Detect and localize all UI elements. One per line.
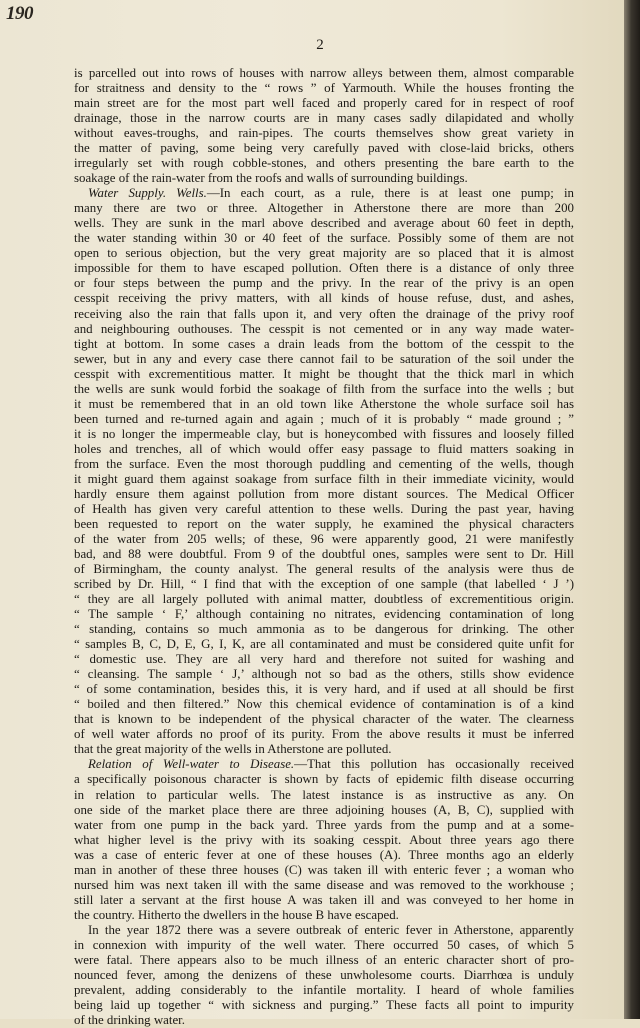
text-line <box>74 231 574 246</box>
folio-number: 190 <box>6 3 33 24</box>
text-line <box>74 833 574 848</box>
text-line <box>74 186 574 201</box>
line-text: “ The sample ‘ F,’ although containing no nitrates, evidencing contamination of long <box>74 607 574 622</box>
text-line <box>74 938 574 953</box>
line-text: it is no longer the impermeable clay, but is honeycombed with fissures and loosely filled <box>74 426 574 441</box>
line-text: been requested to report on the water supply, he examined the physical characters <box>74 516 574 531</box>
text-line <box>74 201 574 216</box>
text-line <box>74 968 574 983</box>
line-text: in connexion with impurity of the well water. There occurred 50 cases, of which 5 <box>74 937 574 952</box>
section-heading: Water Supply. Wells. <box>88 186 207 201</box>
line-text: without eaves-troughs, and rain-pipes. The courts themselves show great variety in <box>74 126 574 141</box>
line-text: drainage, those in the narrow courts are in many cases sadly dilapidated and wholly <box>74 111 574 126</box>
text-line <box>74 352 574 367</box>
line-text: man in another of these three houses (C) was taken ill with enteric fever ; a woman who <box>74 862 574 877</box>
text-line <box>74 547 574 562</box>
binding-edge <box>624 0 640 1019</box>
line-text: receiving also the rain that falls upon it, and very often the drainage of the privy roof <box>74 306 574 321</box>
line-text: that is known to be independent of the physical character of the water. The clearness <box>74 712 574 727</box>
text-line <box>74 427 574 442</box>
line-text: and neighbouring outhouses. The cesspit is not cemented or in any way made water- <box>74 321 574 336</box>
line-text: “ they are all largely polluted with animal matter, doubtless of excrementitious origin. <box>74 592 574 607</box>
line-text: wells. They are sunk in the marl above described and average about 60 feet in depth, <box>74 216 574 231</box>
text-line <box>74 818 574 833</box>
line-text: the water standing within 30 or 40 feet of the surface. Possibly some of them are not <box>74 231 574 246</box>
line-text: of Birmingham, the county analyst. The general results of the analysis were thus de <box>74 562 574 577</box>
text-line <box>74 141 574 156</box>
text-line <box>74 697 574 712</box>
text-line <box>74 893 574 908</box>
line-text: scribed by Dr. Hill, “ I find that with the exception of one sample (that labelled ‘ J ’) <box>74 577 574 592</box>
text-line <box>74 803 574 818</box>
text-line <box>74 908 574 923</box>
text-line <box>74 517 574 532</box>
text-line <box>74 397 574 412</box>
line-text: cesspit with excrementitious matter. It might be thought that the thick marl in which <box>74 366 574 381</box>
text-line <box>74 472 574 487</box>
line-text: cesspit receiving the privy matters, with all kinds of house refuse, dust, and ashes, <box>74 291 574 306</box>
text-line <box>74 863 574 878</box>
line-text: impossible for them to have escaped pollution. Often there is a distance of only three <box>74 261 574 276</box>
text-line <box>74 276 574 291</box>
line-text: being laid up together “ with sickness and purging.” These facts all point to impurity <box>74 997 574 1012</box>
line-text: it must be remembered that in an old town like Atherstone the whole surface soil has <box>74 396 574 411</box>
text-line <box>74 998 574 1013</box>
text-line <box>74 607 574 622</box>
text-line <box>74 727 574 742</box>
text-line <box>74 637 574 652</box>
text-line <box>74 171 574 186</box>
line-text: many there are two or three. Altogether in Atherstone there are more than 200 <box>74 201 574 216</box>
line-text: “ cleansing. The sample ‘ J,’ although not so bad as the others, stills show evidence <box>74 667 574 682</box>
line-text: for straitness and density to the “ rows ” of Yarmouth. While the houses fronting the <box>74 81 574 96</box>
line-text: nounced fever, among the denizens of these unwholesome courts. Diarrhœa is unduly <box>74 967 574 982</box>
line-text: irregularly set with rough cobble-stones, and others presenting the bare earth to the <box>74 156 574 171</box>
text-line <box>74 757 574 772</box>
text-line <box>74 126 574 141</box>
line-text: the country. Hitherto the dwellers in the house B have escaped. <box>74 907 399 922</box>
line-text: the matter of paving, some being very carefully paved with close-laid bricks, others <box>74 141 574 156</box>
text-line <box>74 246 574 261</box>
text-line <box>74 788 574 803</box>
line-text: prevalent, adding considerably to the infantile mortality. I heard of whole families <box>74 982 574 997</box>
line-text: open to serious objection, but the very great majority are so placed that it is almost <box>74 246 574 261</box>
line-text: still later a servant at the first house A was taken ill and was conveyed to her home in <box>74 892 574 907</box>
line-text: of the drinking water. <box>74 1012 185 1027</box>
text-line <box>74 577 574 592</box>
line-text: it might guard them against soakage from surface filth in their immediate vicinity, would <box>74 471 574 486</box>
line-text: one side of the market place there are three adjoining houses (A, B, C), supplied with <box>74 802 574 817</box>
line-text: “ samples B, C, D, E, G, I, K, are all contaminated and must be considered quite unfit for <box>74 637 574 652</box>
line-text: a specifically poisonous character is shown by facts of epidemic filth disease occurring <box>74 772 574 787</box>
text-line <box>74 742 574 757</box>
line-text: been turned and re-turned again and again ; much of it is probably “ made ground ; ” <box>74 411 574 426</box>
line-text: “ of some contamination, besides this, it is very hard, and if used at all should be first <box>74 682 574 697</box>
line-text: “ domestic use. They are all very hard and therefore not suited for washing and <box>74 652 574 667</box>
text-line <box>74 96 574 111</box>
line-text: or four steps between the pump and the privy. In the rear of the privy is an open <box>74 276 574 291</box>
line-text: main street are for the most part well faced and properly cared for in respect of roof <box>74 96 574 111</box>
line-text: soakage of the rain-water from the roofs and walls of surrounding buildings. <box>74 171 468 186</box>
text-line <box>74 532 574 547</box>
text-line <box>74 261 574 276</box>
line-text: tight at bottom. In some cases a drain leads from the bottom of the cesspit to the <box>74 336 574 351</box>
text-line <box>74 111 574 126</box>
text-line <box>74 667 574 682</box>
text-line <box>74 712 574 727</box>
line-text: in relation to particular wells. The latest instance is as instructive as any. On <box>74 787 574 802</box>
page-number: 2 <box>316 37 324 53</box>
text-line <box>74 337 574 352</box>
line-text: were fatal. There appears also to be much illness of an enteric character short of pro- <box>74 952 574 967</box>
text-line <box>74 412 574 427</box>
line-text: “ standing, contains so much ammonia as to be dangerous for drinking. The other <box>74 622 574 637</box>
text-line <box>74 622 574 637</box>
text-line <box>74 307 574 322</box>
line-text: sewer, but in any and every case there cannot fail to be saturation of the soil under the <box>74 351 574 366</box>
text-line <box>74 772 574 787</box>
text-line <box>74 81 574 96</box>
line-text: In the year 1872 there was a severe outbreak of enteric fever in Atherstone, apparently <box>88 922 574 937</box>
text-line <box>74 156 574 171</box>
line-text: is parcelled out into rows of houses with narrow alleys between them, almost comparable <box>74 66 574 80</box>
text-line <box>74 367 574 382</box>
text-line <box>74 66 574 81</box>
text-line <box>74 442 574 457</box>
text-line <box>74 923 574 938</box>
text-line <box>74 322 574 337</box>
text-line <box>74 848 574 863</box>
text-line <box>74 878 574 893</box>
line-text: from the surface. Even the most thorough puddling and cementing of the wells, though <box>74 456 574 471</box>
line-text: holes and trenches, all of which would offer easy passage to fluid matters soaking in <box>74 441 574 456</box>
text-line <box>74 953 574 968</box>
line-text: was a case of enteric fever at one of these houses (A). Three months ago an elderly <box>74 847 574 862</box>
line-text: the wells are sunk would forbid the soakage of filth from the surface into the wells ; but <box>74 381 574 396</box>
text-line <box>74 382 574 397</box>
section-heading: Relation of Well-water to Disease. <box>88 757 295 772</box>
text-line <box>74 682 574 697</box>
body-text <box>74 66 574 1028</box>
text-line <box>74 592 574 607</box>
text-line <box>74 502 574 517</box>
line-text: nursed him was next taken ill with the same disease and was removed to the workhouse ; <box>74 877 574 892</box>
line-text: of Health has given very careful attention to these wells. During the past year, having <box>74 501 574 516</box>
text-line <box>74 983 574 998</box>
line-text: “ boiled and then filtered.” Now this chemical evidence of contamination is of a kind <box>74 697 574 712</box>
text-line <box>74 291 574 306</box>
line-text: hardly ensure them against pollution from more distant sources. The Medical Officer <box>74 486 574 501</box>
line-text: what higher level is the privy with its soaking cesspit. About three years ago there <box>74 832 574 847</box>
text-line <box>74 652 574 667</box>
line-text: of the water from 205 wells; of these, 96 were apparently good, 21 were manifestly <box>74 531 574 546</box>
line-text: that the great majority of the wells in Atherstone are polluted. <box>74 742 392 757</box>
line-text: water from one pump in the back yard. Three yards from the pump and at a some- <box>74 817 574 832</box>
line-text: of well water affords no proof of its purity. From the above results it must be inferred <box>74 727 574 742</box>
text-line <box>74 487 574 502</box>
line-text: —In each court, as a rule, there is at least one pump; in <box>206 186 574 201</box>
text-line <box>74 216 574 231</box>
line-text: —That this pollution has occasionally received <box>294 757 574 772</box>
line-text: bad, and 88 were doubtful. From 9 of the doubtful ones, samples were sent to Dr. Hill <box>74 547 574 561</box>
text-line <box>74 1013 574 1028</box>
text-line <box>74 457 574 472</box>
text-line <box>74 562 574 577</box>
